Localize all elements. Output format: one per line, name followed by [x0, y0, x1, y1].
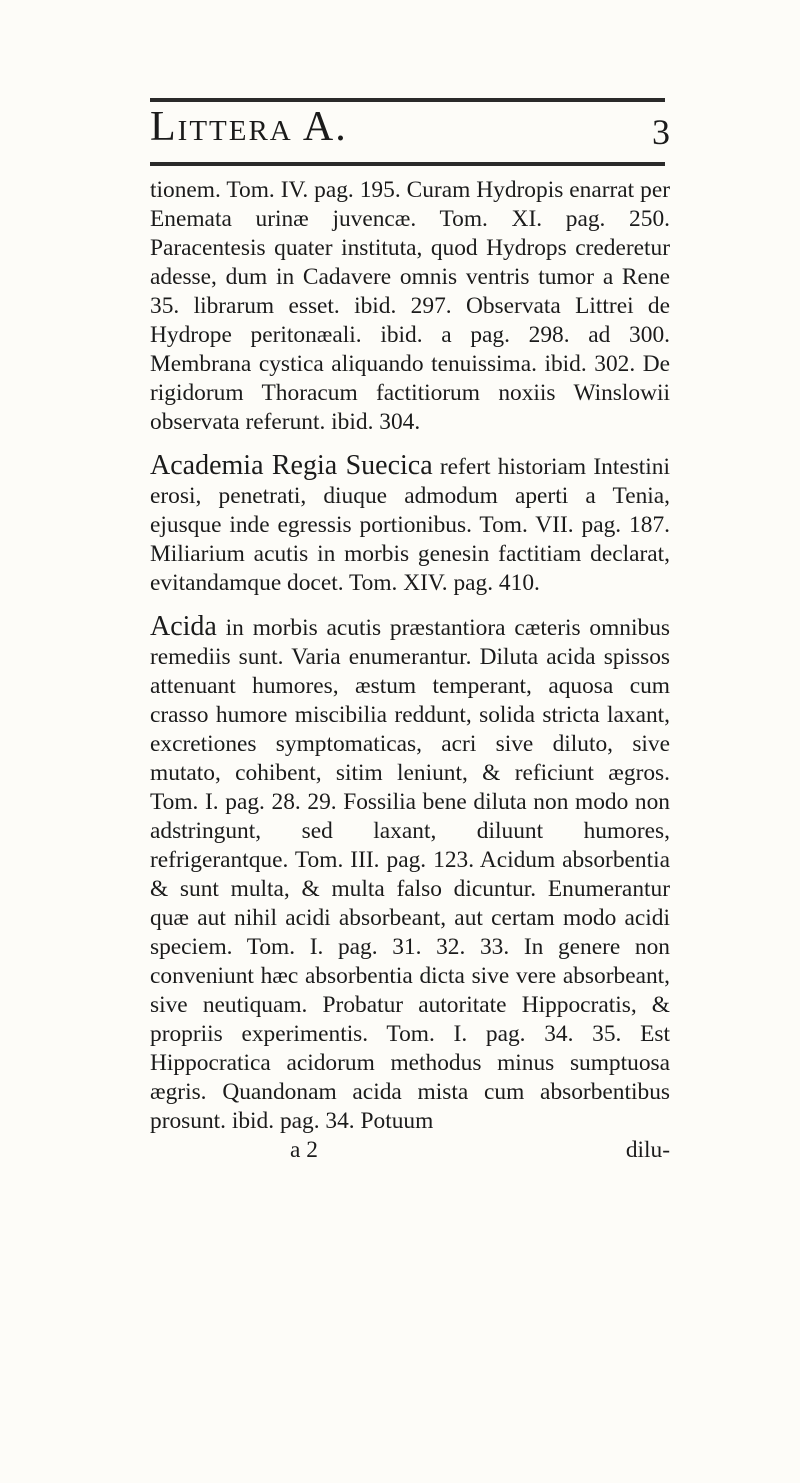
head-rule [150, 162, 665, 166]
running-head [150, 103, 670, 159]
top-rule [150, 98, 665, 102]
paragraph-1 [150, 176, 670, 437]
page-number: 3 [652, 112, 670, 152]
signature-mark: a 2 [290, 1137, 318, 1163]
paragraph-3-lead: Acida [150, 611, 217, 642]
paragraph-1-text: tionem. Tom. IV. pag. 195. Curam Hydropis enarrat per Enemata urinæ juvencæ. Tom. XI. pag. 250. Paracentesis quater instituta, quod Hydrops crederetur adesse, dum in Cadavere omnis ventris tumor a Rene 35. librarum esset. ibid. 297. Observata Littrei de Hydrope peritonæali. ibid. a pag. 298. ad 300. Membrana cystica aliquando tenuissima. ibid. 302. De rigidorum Thoracum factitiorum noxiis Winslowii observata referunt. ibid. 304. [150, 177, 670, 435]
paragraph-3 [150, 612, 670, 1136]
running-head-title: Littera A. [150, 104, 348, 150]
paragraph-2-lead: Academia Regia Suecica [150, 450, 433, 481]
paragraph-3-text: in morbis acutis præstantiora cæteris omnibus remediis sunt. Varia enumerantur. Diluta acida spissos attenuant humores, æstum temperant, aquosa cum crasso humore miscibilia reddunt, solida stricta laxant, excretiones symptomaticas, acri sive diluto, sive mutato, cohibent, sitim leniunt, & reficiunt ægros. Tom. I. pag. 28. 29. Fossilia bene diluta non modo non adstringunt, sed laxant, diluunt humores, refrigerantque. Tom. III. pag. 123. Acidum absorbentia & sunt multa, & multa falso dicuntur. Enumerantur quæ aut nihil acidi absorbeant, aut certam modo acidi speciem. Tom. I. pag. 31. 32. 33. In genere non conveniunt hæc absorbentia dicta sive vere absorbeant, sive neutiquam. Probatur autoritate Hippocratis, & propriis experimentis. Tom. I. pag. 34. 35. Est Hippocratica acidorum methodus minus sumptuosa ægris. Quandonam acida mista cum absorbentibus prosunt. ibid. pag. 34. Potuum [150, 615, 670, 1134]
body-text [150, 176, 670, 1165]
footer-line [150, 1136, 670, 1165]
paragraph-2-text: refert historiam Intestini erosi, penetrati, diuque admodum aperti a Tenia, ejusque inde egressis portionibus. Tom. VII. pag. 187. Miliarium acutis in morbis genesin factitiam declarat, evitandamque docet. Tom. XIV. pag. 410. [150, 454, 670, 596]
catchword: dilu- [625, 1137, 670, 1163]
paragraph-2 [150, 451, 670, 598]
